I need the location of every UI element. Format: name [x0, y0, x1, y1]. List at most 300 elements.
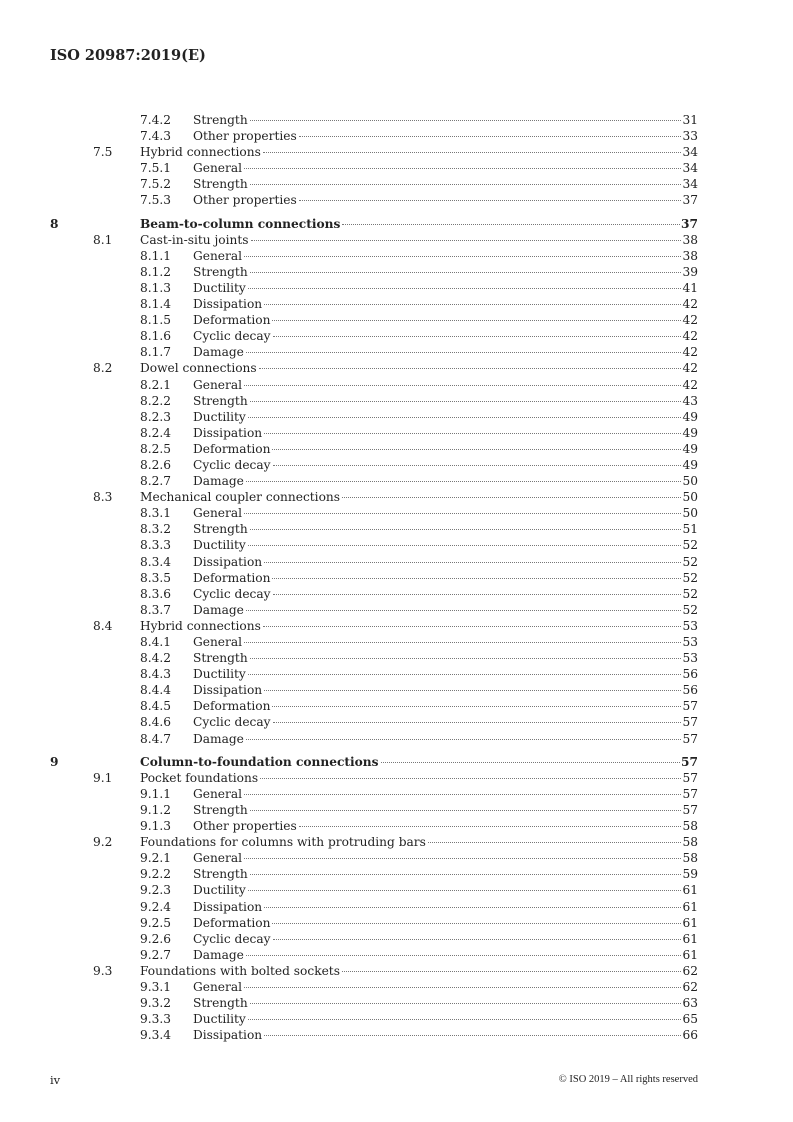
toc-entry-number: 8.3.4: [140, 554, 172, 569]
dot-leader: [264, 907, 681, 908]
toc-entry-title[interactable]: Foundations for columns with protruding bars: [140, 835, 426, 850]
toc-entry-page[interactable]: 61: [682, 931, 698, 946]
toc-entry-page[interactable]: 52: [682, 554, 698, 569]
toc-entry-line: [193, 786, 698, 802]
dot-leader: [264, 562, 681, 563]
toc-entry-line: [140, 963, 698, 979]
toc-subsection-entry[interactable]: [0, 586, 793, 602]
toc-entry-page[interactable]: 31: [682, 113, 698, 127]
toc-entry-line: [193, 818, 698, 834]
toc-subsection-entry[interactable]: [0, 666, 793, 682]
toc-entry-title[interactable]: Cyclic decay: [193, 457, 271, 472]
toc-subsection-entry[interactable]: [0, 328, 793, 344]
toc-entry-line: [193, 698, 698, 714]
dot-leader: [428, 842, 682, 843]
toc-entry-page[interactable]: 43: [682, 393, 698, 408]
toc-entry-number: 8.2.3: [140, 409, 172, 424]
toc-entry-title[interactable]: Cyclic decay: [193, 586, 271, 601]
toc-entry-line: [193, 280, 698, 296]
toc-entry-number: 8.1.2: [140, 264, 172, 279]
toc-entry-line: [193, 192, 698, 208]
toc-entry-line: [193, 409, 698, 425]
toc-entry-page[interactable]: 57: [682, 699, 698, 714]
toc-entry-title[interactable]: Deformation: [193, 699, 271, 714]
toc-subsection-entry[interactable]: [0, 570, 793, 586]
dot-leader: [273, 722, 682, 723]
dot-leader: [272, 449, 681, 450]
toc-entry-page[interactable]: 42: [682, 361, 698, 376]
toc-entry-title[interactable]: Deformation: [193, 570, 271, 585]
dot-leader: [246, 352, 682, 353]
dot-leader: [248, 545, 682, 546]
dot-leader: [273, 465, 682, 466]
toc-entry-title[interactable]: Damage: [193, 602, 244, 617]
toc-entry-page[interactable]: 39: [682, 264, 698, 279]
toc-entry-line: [193, 328, 698, 344]
toc-entry-number: 9.3.1: [140, 979, 172, 994]
toc-entry-page[interactable]: 59: [682, 867, 698, 882]
toc-entry-title[interactable]: Strength: [193, 113, 248, 127]
toc-subsection-entry[interactable]: [0, 1027, 793, 1043]
toc-entry-number: 8.4.4: [140, 683, 172, 698]
toc-subsection-entry[interactable]: [0, 915, 793, 931]
toc-entry-page[interactable]: 57: [681, 754, 698, 769]
toc-entry-number: 8.4: [93, 618, 113, 633]
toc-entry-line: [193, 570, 698, 586]
toc-entry-number: 9.2.5: [140, 915, 172, 930]
toc-entry-title[interactable]: Other properties: [193, 819, 297, 834]
dot-leader: [244, 858, 681, 859]
toc-entry-title[interactable]: Cyclic decay: [193, 715, 271, 730]
toc-entry-title[interactable]: Cast-in-situ joints: [140, 232, 249, 247]
toc-entry-line: [193, 128, 698, 144]
dot-leader: [342, 971, 682, 972]
dot-leader: [248, 674, 682, 675]
toc-entry-line: [193, 248, 698, 264]
toc-entry-page[interactable]: 53: [682, 618, 698, 633]
toc-entry-title[interactable]: Damage: [193, 345, 244, 360]
toc-entry-title[interactable]: Foundations with bolted sockets: [140, 963, 340, 978]
toc-subsection-entry[interactable]: [0, 112, 793, 128]
toc-entry-number: 8.4.2: [140, 651, 172, 666]
toc-entry-page[interactable]: 33: [682, 129, 698, 144]
dot-leader: [251, 240, 682, 241]
toc-subsection-entry[interactable]: [0, 731, 793, 747]
toc-entry-page[interactable]: 57: [682, 715, 698, 730]
toc-entry-title[interactable]: Ductility: [193, 883, 246, 898]
toc-entry-page[interactable]: 62: [682, 979, 698, 994]
toc-subsection-entry[interactable]: [0, 979, 793, 995]
toc-entry-number: 8.3.7: [140, 602, 172, 617]
toc-entry-page[interactable]: 34: [682, 161, 698, 176]
toc-subsection-entry[interactable]: [0, 264, 793, 280]
toc-entry-title[interactable]: Ductility: [193, 538, 246, 553]
toc-subsection-entry[interactable]: [0, 786, 793, 802]
toc-entry-number: 7.5.3: [140, 193, 172, 208]
toc-entry-page[interactable]: 50: [682, 490, 698, 505]
toc-entry-title[interactable]: Hybrid connections: [140, 618, 261, 633]
toc-entry-page[interactable]: 61: [682, 899, 698, 914]
toc-subsection-entry[interactable]: [0, 505, 793, 521]
toc-entry-number: 8.2.7: [140, 474, 172, 489]
toc-subsection-entry[interactable]: [0, 521, 793, 537]
toc-entry-number: 9.2: [93, 835, 113, 850]
toc-entry-line: [140, 360, 698, 376]
toc-subsection-entry[interactable]: [0, 882, 793, 898]
toc-entry-page[interactable]: 49: [682, 457, 698, 472]
toc-entry-line: [140, 618, 698, 634]
toc-entry-title[interactable]: Dissipation: [193, 425, 263, 440]
toc-subsection-entry[interactable]: [0, 176, 793, 192]
toc-entry-number: 9.3.3: [140, 1012, 172, 1027]
toc-entry-line: [193, 602, 698, 618]
toc-entry-line: [193, 554, 698, 570]
toc-entry-page[interactable]: 52: [682, 538, 698, 553]
toc-entry-number: 9.3.4: [140, 1028, 172, 1043]
toc-entry-page[interactable]: 52: [682, 570, 698, 585]
dot-leader: [244, 642, 681, 643]
toc-entry-page[interactable]: 58: [682, 851, 698, 866]
toc-entry-page[interactable]: 57: [682, 731, 698, 746]
toc-subsection-entry[interactable]: [0, 698, 793, 714]
toc-entry-title[interactable]: Column-to-foundation connections: [140, 754, 379, 769]
toc-entry-page[interactable]: 56: [682, 667, 698, 682]
toc-entry-number: 8.4.1: [140, 635, 172, 649]
dot-leader: [248, 890, 682, 891]
toc-subsection-entry[interactable]: [0, 393, 793, 409]
dot-leader: [244, 513, 681, 514]
toc-entry-number: 7.4.2: [140, 113, 172, 127]
toc-subsection-entry[interactable]: [0, 818, 793, 834]
toc-entry-line: [193, 457, 698, 473]
toc-subsection-entry[interactable]: [0, 344, 793, 360]
toc-subsection-entry[interactable]: [0, 850, 793, 866]
toc-subsection-entry[interactable]: [0, 931, 793, 947]
toc-entry-title[interactable]: Pocket foundations: [140, 770, 259, 785]
toc-entry-page[interactable]: 53: [682, 651, 698, 666]
toc-subsection-entry[interactable]: [0, 473, 793, 489]
toc-entry-number: 8.2.2: [140, 393, 172, 408]
toc-entry-page[interactable]: 37: [682, 193, 698, 208]
toc-entry-title[interactable]: General: [193, 506, 242, 521]
toc-entry-number: 8.1.6: [140, 329, 172, 344]
dot-leader: [248, 417, 682, 418]
toc-entry-page[interactable]: 34: [682, 177, 698, 192]
toc-entry-number: 8.1.4: [140, 297, 172, 312]
toc-subsection-entry[interactable]: [0, 441, 793, 457]
toc-entry-line: [193, 425, 698, 441]
toc-subsection-entry[interactable]: [0, 296, 793, 312]
toc-subsection-entry[interactable]: [0, 457, 793, 473]
toc-entry-line: [193, 979, 698, 995]
toc-entry-page[interactable]: 41: [682, 280, 698, 295]
dot-leader: [264, 690, 681, 691]
dot-leader: [248, 288, 682, 289]
toc-entry-title[interactable]: Cyclic decay: [193, 931, 271, 946]
toc-entry-number: 8.2.6: [140, 457, 172, 472]
toc-entry-title[interactable]: Strength: [193, 522, 248, 537]
toc-entry-page[interactable]: 50: [682, 474, 698, 489]
toc-subsection-entry[interactable]: [0, 409, 793, 425]
toc-entry-number: 8.3.2: [140, 522, 172, 537]
toc-section-entry[interactable]: [0, 770, 793, 786]
toc-section-entry[interactable]: [0, 144, 793, 160]
toc-entry-title[interactable]: Deformation: [193, 313, 271, 328]
toc-entry-line: [140, 754, 698, 770]
toc-entry-page[interactable]: 42: [682, 345, 698, 360]
toc-entry-title[interactable]: Strength: [193, 996, 248, 1011]
toc-entry-title[interactable]: Dissipation: [193, 899, 263, 914]
toc-entry-title[interactable]: General: [193, 979, 242, 994]
toc-entry-page[interactable]: 53: [682, 635, 698, 649]
toc-entry-title[interactable]: Ductility: [193, 1012, 246, 1027]
toc-entry-page[interactable]: 49: [682, 409, 698, 424]
dot-leader: [250, 272, 682, 273]
toc-entry-line: [193, 112, 698, 128]
toc-entry-number: 8.3: [93, 490, 113, 505]
dot-leader: [244, 256, 681, 257]
toc-entry-page[interactable]: 42: [682, 329, 698, 344]
toc-entry-line: [193, 586, 698, 602]
toc-entry-page[interactable]: 50: [682, 506, 698, 521]
toc-entry-number: 8.4.3: [140, 667, 172, 682]
dot-leader: [264, 433, 681, 434]
dot-leader: [272, 706, 681, 707]
toc-entry-page[interactable]: 65: [682, 1012, 698, 1027]
toc-entry-title[interactable]: Mechanical coupler connections: [140, 490, 341, 505]
toc-entry-title[interactable]: Ductility: [193, 409, 246, 424]
toc-entry-number: 8.1.1: [140, 248, 172, 263]
document-header-title: ISO 20987:2019(E): [50, 47, 206, 64]
toc-entry-title[interactable]: General: [193, 161, 242, 176]
toc-entry-number: 8.4.5: [140, 699, 172, 714]
toc-subsection-entry[interactable]: [0, 554, 793, 570]
toc-entry-title[interactable]: General: [193, 786, 242, 801]
toc-entry-title[interactable]: Dissipation: [193, 1028, 263, 1043]
toc-entry-title[interactable]: Damage: [193, 947, 244, 962]
toc-entry-title[interactable]: General: [193, 851, 242, 866]
toc-entry-line: [193, 682, 698, 698]
toc-entry-number: 8.3.3: [140, 538, 172, 553]
toc-entry-title[interactable]: Dowel connections: [140, 361, 257, 376]
toc-subsection-entry[interactable]: [0, 634, 793, 650]
toc-entry-page[interactable]: 61: [682, 915, 698, 930]
toc-entry-title[interactable]: Other properties: [193, 129, 297, 144]
toc-entry-number: 9.1.1: [140, 786, 172, 801]
toc-entry-page[interactable]: 38: [682, 248, 698, 263]
toc-subsection-entry[interactable]: [0, 714, 793, 730]
toc-entry-title[interactable]: Damage: [193, 474, 244, 489]
toc-entry-title[interactable]: Damage: [193, 731, 244, 746]
dot-leader: [381, 762, 681, 763]
toc-entry-title[interactable]: General: [193, 635, 242, 649]
dot-leader: [272, 320, 681, 321]
toc-entry-page[interactable]: 49: [682, 425, 698, 440]
toc-entry-title[interactable]: Dissipation: [193, 297, 263, 312]
toc-clause-entry[interactable]: [0, 216, 793, 232]
toc-entry-number: 8.1.7: [140, 345, 172, 360]
footer-page-number: iv: [50, 1073, 61, 1087]
toc-entry-title[interactable]: Hybrid connections: [140, 145, 261, 160]
toc-entry-line: [193, 650, 698, 666]
toc-entry-number: 9.1: [93, 770, 113, 785]
table-of-contents: [0, 112, 793, 1043]
toc-subsection-entry[interactable]: [0, 802, 793, 818]
dot-leader: [250, 874, 682, 875]
toc-subsection-entry[interactable]: [0, 650, 793, 666]
toc-entry-line: [193, 1011, 698, 1027]
toc-subsection-entry[interactable]: [0, 602, 793, 618]
toc-entry-title[interactable]: Strength: [193, 802, 248, 817]
dot-leader: [250, 120, 682, 121]
toc-entry-line: [140, 489, 698, 505]
toc-entry-page[interactable]: 42: [682, 313, 698, 328]
toc-entry-page[interactable]: 58: [682, 819, 698, 834]
dot-leader: [299, 136, 682, 137]
toc-entry-title[interactable]: Deformation: [193, 915, 271, 930]
toc-entry-title[interactable]: Strength: [193, 264, 248, 279]
toc-entry-line: [193, 176, 698, 192]
toc-entry-title[interactable]: Strength: [193, 393, 248, 408]
toc-subsection-entry[interactable]: [0, 995, 793, 1011]
toc-entry-title[interactable]: Dissipation: [193, 683, 263, 698]
toc-section-entry[interactable]: [0, 489, 793, 505]
toc-entry-number: 8.2.5: [140, 441, 172, 456]
toc-entry-number: 9.1.2: [140, 802, 172, 817]
toc-entry-title[interactable]: Strength: [193, 651, 248, 666]
toc-entry-page[interactable]: 66: [682, 1028, 698, 1043]
dot-leader: [248, 1019, 682, 1020]
toc-entry-title[interactable]: Other properties: [193, 193, 297, 208]
toc-entry-title[interactable]: Strength: [193, 867, 248, 882]
toc-entry-page[interactable]: 61: [682, 947, 698, 962]
toc-entry-number: 8.3.1: [140, 506, 172, 521]
toc-entry-page[interactable]: 42: [682, 297, 698, 312]
toc-entry-line: [193, 505, 698, 521]
toc-entry-line: [193, 160, 698, 176]
dot-leader: [272, 578, 681, 579]
toc-subsection-entry[interactable]: [0, 160, 793, 176]
toc-entry-page[interactable]: 58: [682, 835, 698, 850]
toc-entry-line: [140, 834, 698, 850]
dot-leader: [250, 401, 682, 402]
toc-entry-page[interactable]: 42: [682, 377, 698, 392]
toc-subsection-entry[interactable]: [0, 248, 793, 264]
toc-entry-page[interactable]: 61: [682, 883, 698, 898]
toc-entry-number: 8.4.7: [140, 731, 172, 746]
toc-entry-number: 9.2.2: [140, 867, 172, 882]
toc-subsection-entry[interactable]: [0, 537, 793, 553]
dot-leader: [246, 739, 682, 740]
toc-entry-line: [193, 634, 698, 650]
toc-clause-entry[interactable]: [0, 754, 793, 770]
toc-entry-page[interactable]: 51: [682, 522, 698, 537]
toc-entry-page[interactable]: 62: [682, 963, 698, 978]
toc-entry-page[interactable]: 52: [682, 602, 698, 617]
toc-subsection-entry[interactable]: [0, 425, 793, 441]
toc-subsection-entry[interactable]: [0, 899, 793, 915]
dot-leader: [273, 594, 682, 595]
dot-leader: [246, 481, 682, 482]
toc-entry-page[interactable]: 57: [682, 786, 698, 801]
toc-entry-number: 8.4.6: [140, 715, 172, 730]
toc-section-entry[interactable]: [0, 360, 793, 376]
toc-subsection-entry[interactable]: [0, 682, 793, 698]
toc-entry-number: 7.5.1: [140, 161, 172, 176]
toc-entry-title[interactable]: General: [193, 248, 242, 263]
toc-entry-number: 9.2.6: [140, 931, 172, 946]
dot-leader: [244, 794, 681, 795]
toc-entry-page[interactable]: 63: [682, 996, 698, 1011]
toc-entry-number: 8.3.6: [140, 586, 172, 601]
toc-entry-title[interactable]: Beam-to-column connections: [140, 216, 341, 231]
toc-entry-line: [193, 995, 698, 1011]
toc-entry-line: [193, 731, 698, 747]
dot-leader: [273, 336, 682, 337]
toc-entry-number: 7.5: [93, 145, 113, 160]
toc-entry-line: [140, 216, 698, 232]
toc-section-entry[interactable]: [0, 963, 793, 979]
toc-entry-title[interactable]: Dissipation: [193, 554, 263, 569]
toc-entry-title[interactable]: Deformation: [193, 441, 271, 456]
toc-subsection-entry[interactable]: [0, 312, 793, 328]
toc-entry-title[interactable]: Ductility: [193, 280, 246, 295]
toc-entry-title[interactable]: Ductility: [193, 667, 246, 682]
toc-entry-page[interactable]: 34: [682, 145, 698, 160]
toc-subsection-entry[interactable]: [0, 377, 793, 393]
toc-entry-line: [193, 1027, 698, 1043]
toc-entry-title[interactable]: Cyclic decay: [193, 329, 271, 344]
toc-entry-number: 8.2.1: [140, 377, 172, 392]
dot-leader: [263, 152, 682, 153]
toc-entry-page[interactable]: 56: [682, 683, 698, 698]
toc-entry-line: [193, 296, 698, 312]
toc-subsection-entry[interactable]: [0, 866, 793, 882]
dot-leader: [250, 184, 682, 185]
toc-entry-title[interactable]: General: [193, 377, 242, 392]
toc-section-entry[interactable]: [0, 834, 793, 850]
toc-subsection-entry[interactable]: [0, 192, 793, 208]
toc-subsection-entry[interactable]: [0, 1011, 793, 1027]
toc-section-entry[interactable]: [0, 618, 793, 634]
toc-entry-line: [193, 802, 698, 818]
toc-entry-page[interactable]: 57: [682, 802, 698, 817]
dot-leader: [246, 610, 682, 611]
toc-entry-number: 8.2.4: [140, 425, 172, 440]
toc-entry-line: [193, 915, 698, 931]
toc-entry-page[interactable]: 38: [682, 232, 698, 247]
toc-entry-number: 8.1: [93, 232, 113, 247]
dot-leader: [299, 200, 682, 201]
dot-leader: [250, 658, 682, 659]
toc-entry-page[interactable]: 49: [682, 441, 698, 456]
dot-leader: [264, 304, 681, 305]
toc-entry-page[interactable]: 57: [682, 770, 698, 785]
toc-entry-page[interactable]: 52: [682, 586, 698, 601]
toc-subsection-entry[interactable]: [0, 947, 793, 963]
toc-entry-line: [193, 521, 698, 537]
toc-entry-title[interactable]: Strength: [193, 177, 248, 192]
dot-leader: [342, 497, 681, 498]
toc-entry-number: 9.2.1: [140, 851, 172, 866]
toc-subsection-entry[interactable]: [0, 128, 793, 144]
toc-subsection-entry[interactable]: [0, 280, 793, 296]
dot-leader: [264, 1035, 681, 1036]
toc-entry-line: [193, 882, 698, 898]
toc-entry-page[interactable]: 37: [681, 216, 698, 231]
toc-entry-number: 9.2.4: [140, 899, 172, 914]
toc-section-entry[interactable]: [0, 232, 793, 248]
